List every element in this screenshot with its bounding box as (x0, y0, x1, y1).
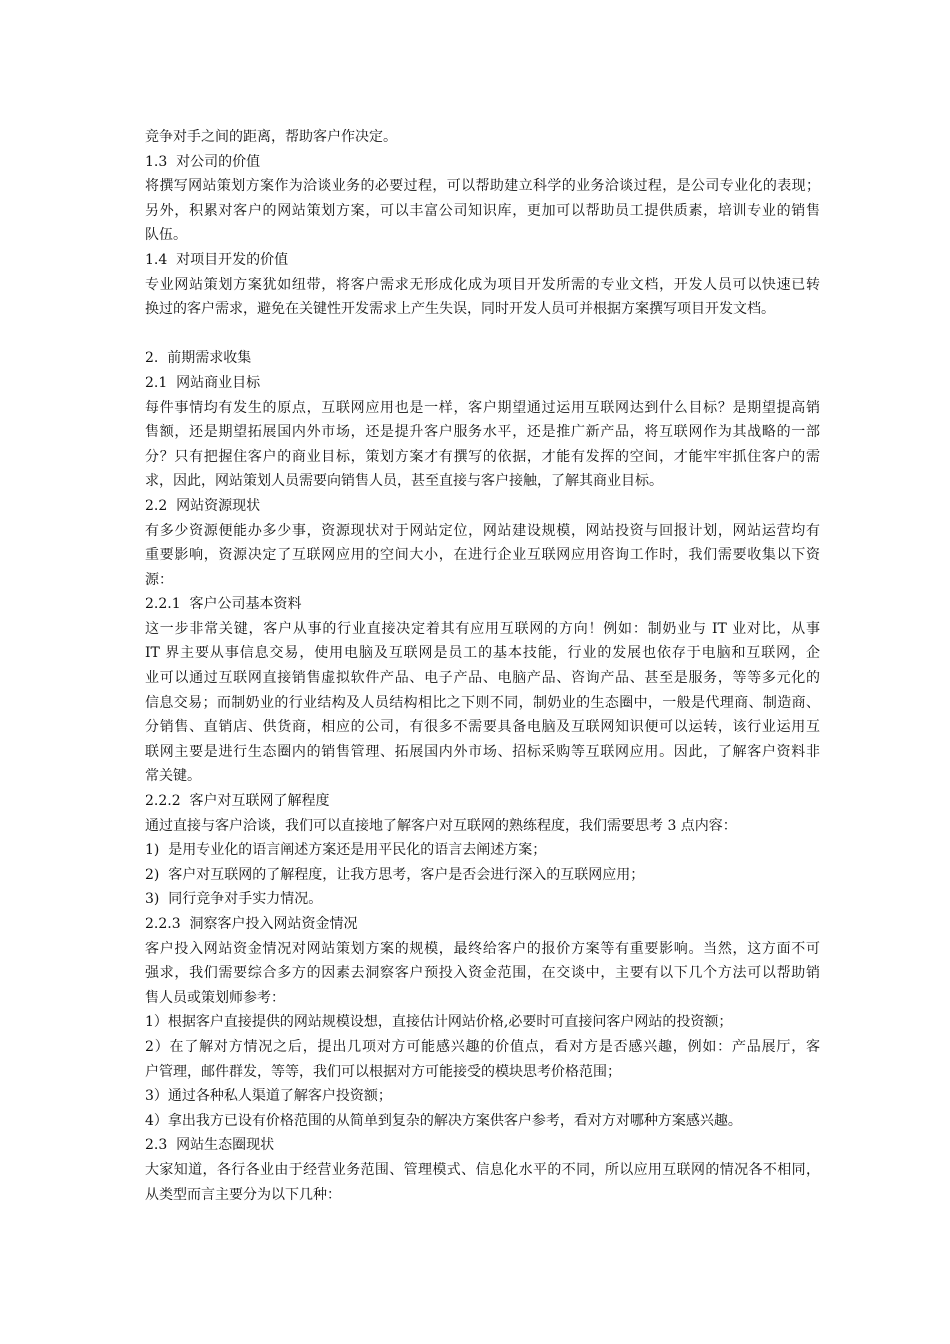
paragraph-line: 专业网站策划方案犹如纽带，将客户需求无形成化成为项目开发所需的专业文档，开发人员可以快速已转 (145, 276, 820, 293)
paragraph-line: IT 界主要从事信息交易，使用电脑及互联网是员工的基本技能，行业的发展也依存于电脑和互联网，企 (145, 645, 820, 662)
list-item: 3) 同行竞争对手实力情况。 (145, 891, 323, 908)
blank-line (145, 322, 820, 347)
paragraph-line: 换过的客户需求，避免在关键性开发需求上产生失误，同时开发人员可并根据方案撰写项目开发文档。 (145, 301, 775, 318)
document-page (145, 125, 820, 1207)
paragraph-line: 有多少资源便能办多少事，资源现状对于网站定位，网站建设规模，网站投资与回报计划，网站运营均有 (145, 522, 820, 539)
list-item: 4）拿出我方已设有价格范围的从简单到复杂的解决方案供客户参考，看对方对哪种方案感兴趣。 (145, 1112, 742, 1129)
paragraph-line: 竞争对手之间的距离，帮助客户作决定。 (145, 129, 397, 145)
list-item: 户管理，邮件群发，等等，我们可以根据对方可能接受的模块思考价格范围； (145, 1063, 621, 1080)
list-item: 1) 是用专业化的语言阐述方案还是用平民化的语言去阐述方案； (145, 842, 547, 859)
subsection-heading: 2.2.2 客户对互联网了解程度 (145, 793, 330, 810)
list-item: 3）通过各种私人渠道了解客户投资额； (145, 1088, 392, 1105)
section-heading: 1.3 对公司的价值 (145, 153, 261, 170)
paragraph-line: 从类型而言主要分为以下几种： (145, 1186, 341, 1203)
paragraph-line: 强求，我们需要综合多方的因素去洞察客户预投入资金范围，在交谈中，主要有以下几个方法可以帮助销 (145, 965, 820, 982)
list-item: 2）在了解对方情况之后，提出几项对方可能感兴趣的价值点，看对方是否感兴趣，例如：产品展厅，客 (145, 1038, 820, 1055)
paragraph-line: 将撰写网站策划方案作为洽谈业务的必要过程，可以帮助建立科学的业务洽谈过程，是公司专业化的表现； (145, 178, 820, 195)
paragraph-line: 这一步非常关键，客户从事的行业直接决定着其有应用互联网的方向！例如：制奶业与 IT 业对比，从事 (145, 620, 820, 637)
section-heading: 2.2 网站资源现状 (145, 497, 261, 514)
subsection-heading: 2.2.3 洞察客户投入网站资金情况 (145, 916, 358, 932)
section-heading: 2.1 网站商业目标 (145, 374, 261, 391)
paragraph-line: 联网主要是进行生态圈内的销售管理、拓展国内外市场、招标采购等互联网应用。因此，了解客户资料非 (145, 743, 820, 760)
paragraph-line: 重要影响，资源决定了互联网应用的空间大小，在进行企业互联网应用咨询工作时，我们需要收集以下资 (145, 547, 820, 564)
paragraph-line: 业可以通过互联网直接销售虚拟软件产品、电子产品、电脑产品、咨询产品、甚至是服务，等等多元化的 (145, 670, 820, 687)
subsection-heading: 2.2.1 客户公司基本资料 (145, 596, 302, 613)
section-heading: 1.4 对项目开发的价值 (145, 251, 289, 268)
paragraph-line: 求，因此，网站策划人员需要向销售人员，甚至直接与客户接触，了解其商业目标。 (145, 473, 663, 490)
paragraph-line: 分销售、直销店、供货商，相应的公司，有很多不需要具备电脑及互联网知识便可以运转，该行业运用互 (145, 719, 820, 736)
list-item: 1）根据客户直接提供的网站规模设想，直接估计网站价格,必要时可直接问客户网站的投资额； (145, 1014, 733, 1031)
chapter-heading: 2. 前期需求收集 (145, 350, 252, 367)
paragraph-line: 信息交易；而制奶业的行业结构及人员结构相比之下则不同，制奶业的生态圈中，一般是代理商、制造商、 (145, 694, 820, 711)
paragraph-line: 分？只有把握住客户的商业目标，策划方案才有撰写的依据，才能有发挥的空间，才能牢牢抓住客户的需 (145, 448, 820, 465)
paragraph-line: 客户投入网站资金情况对网站策划方案的规模，最终给客户的报价方案等有重要影响。当然，这方面不可 (145, 940, 820, 957)
paragraph-line: 售人员或策划师参考： (145, 989, 285, 1006)
list-item: 2) 客户对互联网的了解程度，让我方思考，客户是否会进行深入的互联网应用； (145, 866, 645, 883)
paragraph-line: 大家知道，各行各业由于经营业务范围、管理模式、信息化水平的不同，所以应用互联网的情况各不相同， (145, 1161, 820, 1178)
paragraph-line: 每件事情均有发生的原点，互联网应用也是一样，客户期望通过运用互联网达到什么目标？是期望提高销 (145, 399, 820, 416)
paragraph-line: 通过直接与客户洽谈，我们可以直接地了解客户对互联网的熟练程度，我们需要思考 3 点内容： (145, 817, 737, 834)
section-heading: 2.3 网站生态圈现状 (145, 1137, 275, 1154)
paragraph-line: 队伍。 (145, 227, 187, 244)
paragraph-line: 售额，还是期望拓展国内外市场，还是提升客户服务水平，还是推广新产品，将互联网作为其战略的一部 (145, 424, 820, 441)
paragraph-line: 另外，积累对客户的网站策划方案，可以丰富公司知识库，更加可以帮助员工提供质素，培训专业的销售 (145, 202, 820, 219)
paragraph-line: 源： (145, 571, 173, 588)
paragraph-line: 常关键。 (145, 768, 201, 785)
